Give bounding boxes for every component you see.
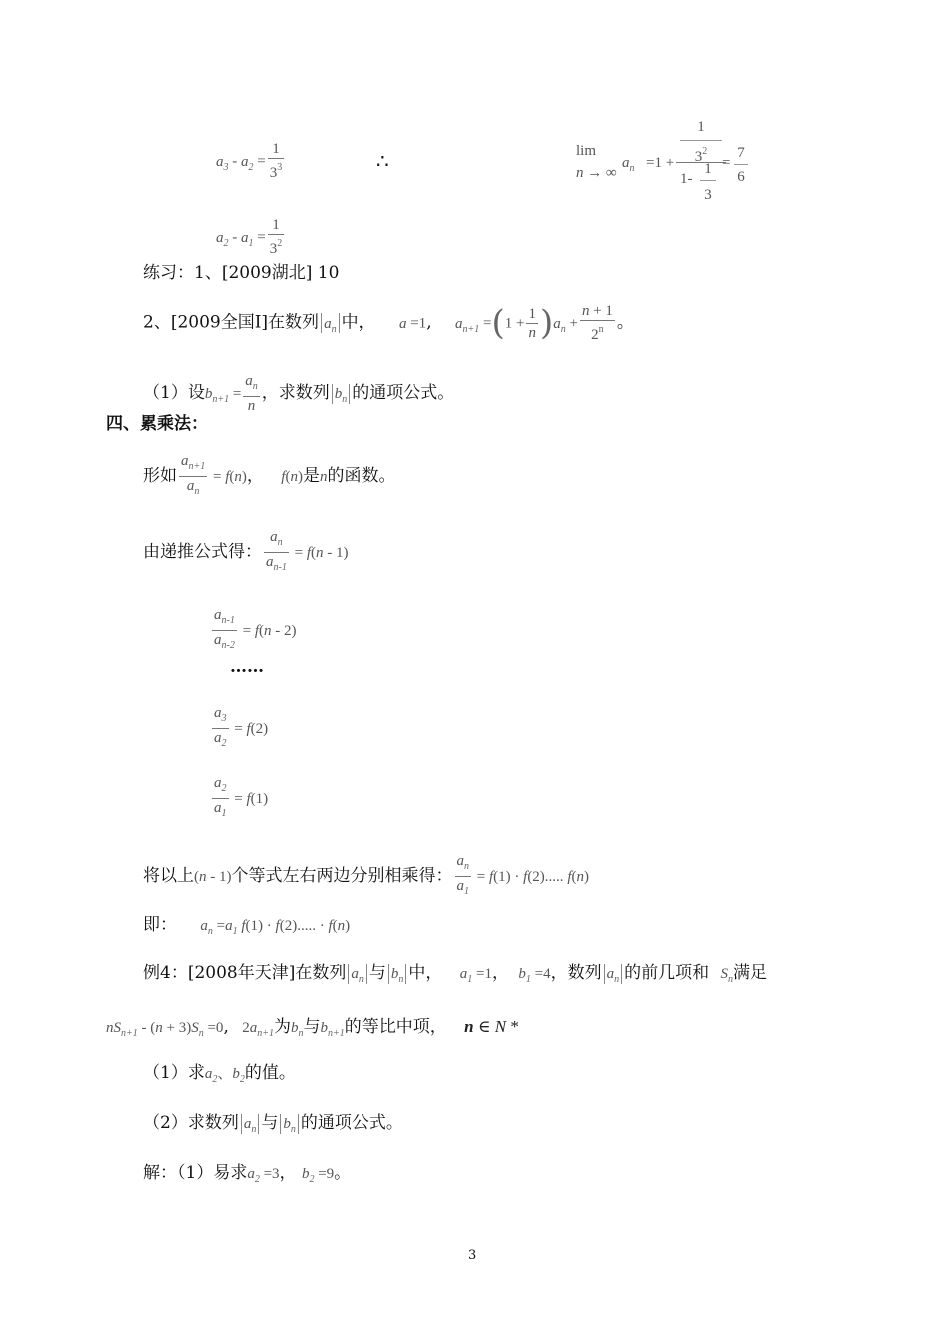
- exercise-1: 练习：1、[2009湖北] 10: [143, 263, 340, 283]
- example4-prefix: 例4：[2008年天津]在数列: [143, 963, 347, 983]
- result-statement: 即： $a_n =a_1$ f(1) · f(2)..... · f(n): [143, 915, 351, 937]
- equation-a3-a2-ratio: $\frac{a_3}{a_2}$ = f(2): [214, 705, 269, 749]
- exercise-2: 2、[2009全国Ⅰ]在数列 $a_n$ 中， a =1, $a_{n+1} =(1$ + $\frac{1}{n}$ )$a_n$ + $\frac{n + 1}{2^n}$ 。: [143, 303, 634, 343]
- form-mid2: 是: [302, 466, 320, 486]
- q2-prefix: （2）求数列: [143, 1113, 239, 1133]
- example-4-condition: $nS_{n+1} - (n + 3)S_n =0$, $2a_{n+1}$为$b_n$与$b_{n+1}$的等比中项， n ∈ N *: [106, 1017, 519, 1039]
- cond-end: 的等比中项，: [344, 1017, 447, 1037]
- section-4-title: 四、累乘法：: [106, 414, 208, 434]
- equation-n1-n2: $\frac{a_{n-1}}{a_{n-2}}$ = f(n - 2): [214, 607, 297, 651]
- form-statement: 形如 $\frac{a_{n+1}}{a_n}$ = f(n)， f(n)是n的函数。: [143, 453, 396, 497]
- sub1-mid: ，求数列: [261, 383, 330, 403]
- equation-a2-a1: $a_2 - a_1$ = $\frac{1}{3^2}$: [216, 217, 283, 257]
- q1-prefix: （1）求: [143, 1063, 205, 1083]
- q2-yu: 与: [261, 1113, 279, 1133]
- question-1: （1）求$a_2$、$b_2$的值。: [143, 1063, 296, 1085]
- form-end: 的函数。: [327, 466, 396, 486]
- equation-a3-a2: $a_3 - a_2$ = $\frac{1}{3^3}$: [216, 141, 283, 181]
- question-2: （2）求数列 $a_n$ 与 $b_n$ 的通项公式。: [143, 1113, 403, 1135]
- equation-a2-a1-ratio: $\frac{a_2}{a_1}$ = f(1): [214, 775, 269, 819]
- recurrence-intro-text: 由递推公式得：: [143, 542, 262, 562]
- exercise-2-sub1: （1）设$b_{n+1}$ = $\frac{a_n}{n}$ ，求数列 $b_n$ 的通项公式。: [143, 373, 455, 414]
- ji-prefix: 即：: [143, 915, 177, 935]
- sol-end: 。: [334, 1163, 352, 1183]
- cond-yu: 与: [303, 1017, 321, 1037]
- sol-prefix: 解：（1）易求: [143, 1163, 248, 1183]
- sub1-end: 的通项公式。: [352, 383, 455, 403]
- cond-wei: 为: [274, 1017, 291, 1037]
- recurrence-intro: 由递推公式得： $\frac{a_n}{a_{n-1}}$ = f(n - 1): [143, 529, 349, 573]
- example4-qian: 的前几项和: [624, 963, 710, 983]
- example-4: 例4：[2008年天津]在数列 $a_n$ 与 $b_n$ 中， $a_1 =1$， $b_1 =4$，数列 $a_n$ 的前几项和 $S_n$满足: [143, 963, 768, 985]
- form-mid1: ，: [246, 466, 264, 486]
- form-prefix: 形如: [143, 466, 177, 486]
- page-number: 3: [468, 1248, 477, 1263]
- example4-zhong: 中，: [408, 963, 443, 983]
- therefore-symbol: ∴: [376, 149, 389, 173]
- exercise-2-prefix: 2、[2009全国Ⅰ]在数列: [143, 312, 320, 333]
- example4-comma: ，: [491, 963, 509, 983]
- multiply-prefix: 将以上: [143, 866, 194, 886]
- example4-yu: 与: [368, 963, 386, 983]
- exercise-2-end: 。: [616, 312, 634, 333]
- q2-end: 的通项公式。: [300, 1113, 403, 1133]
- document-page: $a_3 - a_2$ = $\frac{1}{3^3}$ ∴ lim n → ∞ $a_n$ =1 + 1 $3^2$ 1- 1 3 = 7 6 $a_2 - a_1$ = $\frac{1}{3^2}$ 练习：1、[2009湖北] 10 2、[2009全国Ⅰ]在数列 $a_n$ 中， a =1, $a_{n+1} =(1$ + $\frac{1}{n}$ )$a_n$ + $\frac{n + 1}{2^n}$ 。 （1）设$b_{n+1}$ = $\frac{a_n}{n}$ ，求数列 $b_n$ 的通项公式。 四、累乘法： 形如 $\frac{a_{n+1}}{a_n}$ = f(n)， f(n)是n的函数。 由递推公式得： $\frac{a_n}{a_{n-1}}$ = f(n - 1) $\frac{a_{n-1}}{a_{n-2}}$ = f(n - 2) …… $\frac{a_3}{a_2}$ = f(2) $\frac{a_2}{a_1}$ = f(1) 将以上(n - 1)个等式左右两边分别相乘得： $\frac{a_n}{a_1}$ = f(1) · f(2)..... f(n) 即： $a_n =a_1$ f(1) · f(2)..... · f(n) 例4：[2008年天津]在数列 $a_n$ 与 $b_n$ 中， $a_1 =1$， $b_1 =4$，数列 $a_n$ 的前几项和 $S_n$满足 $nS_{n+1} - (n + 3)S_n =0$, $2a_{n+1}$为$b_n$与$b_{n+1}$的等比中项， n ∈ N * （1）求$a_2$、$b_2$的值。 （2）求数列 $a_n$ 与 $b_n$ 的通项公式。 解：（1）易求$a_2 =3$， $b_2 =9$。 3: [106, 119, 768, 1263]
- multiply-statement: 将以上(n - 1)个等式左右两边分别相乘得： $\frac{a_n}{a_1}$ = f(1) · f(2)..... f(n): [143, 853, 589, 897]
- example4-mid: ，数列: [550, 963, 602, 983]
- q1-end: 的值。: [244, 1063, 296, 1083]
- solution: 解：（1）易求$a_2 =3$， $b_2 =9$。: [143, 1163, 352, 1185]
- sol-comma: ，: [279, 1163, 297, 1183]
- sub1-prefix: （1）设: [143, 383, 205, 403]
- example4-satisfy: 满足: [733, 963, 768, 983]
- ellipsis: ……: [230, 657, 264, 677]
- exercise-2-mid: 中，: [341, 312, 376, 333]
- multiply-mid: 个等式左右两边分别相乘得：: [231, 866, 453, 886]
